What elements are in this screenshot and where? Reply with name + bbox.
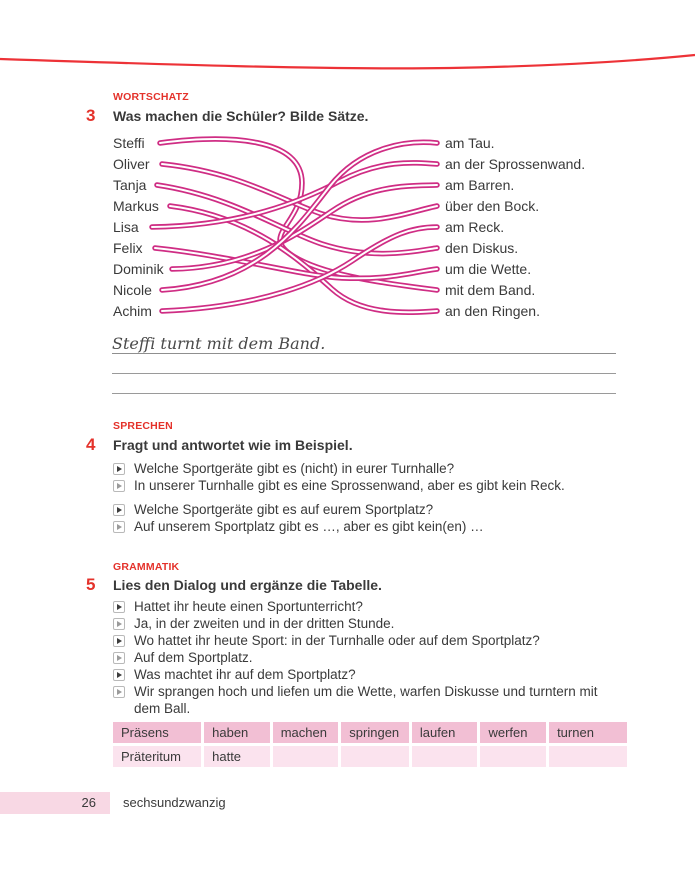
play-triangle-icon (117, 621, 122, 627)
play-triangle-icon (117, 466, 122, 472)
play-bullet-icon (113, 601, 125, 613)
match-line (162, 227, 437, 311)
table-cell: laufen (412, 722, 478, 743)
dialog-text: Was machtet ihr auf dem Sportplatz? (134, 667, 356, 682)
table-row (113, 746, 627, 767)
dialog-text: Welche Sportgeräte gibt es auf eurem Sportplatz? (134, 502, 434, 517)
table-cell (412, 746, 478, 767)
match-line (157, 185, 437, 254)
match-left-name: Lisa (113, 219, 139, 235)
writing-line (112, 354, 616, 374)
exercise5-number: 5 (86, 575, 96, 594)
example-answer-line: Steffi turnt mit dem Band. (112, 334, 616, 354)
match-line (155, 248, 437, 278)
exercise5-title: Lies den Dialog und ergänze die Tabelle. (113, 577, 382, 593)
play-bullet-icon (113, 686, 125, 698)
play-triangle-icon (117, 604, 122, 610)
match-line (162, 227, 437, 311)
play-triangle-icon (117, 483, 122, 489)
match-left-name: Markus (113, 198, 159, 214)
match-right-phrase: an den Ringen. (445, 303, 540, 319)
table-cell: Präsens (113, 722, 201, 743)
table-cell (273, 746, 339, 767)
match-line (170, 206, 437, 312)
exercise5-dialog (113, 598, 608, 717)
play-bullet-icon (113, 480, 125, 492)
dialog-row (113, 518, 633, 535)
match-left-name: Steffi (113, 135, 145, 151)
match-left-name: Dominik (113, 261, 164, 277)
match-line (172, 185, 437, 269)
dialog-row (113, 615, 608, 632)
dialog-row (113, 598, 608, 615)
match-line (162, 164, 437, 220)
table-cell: haben (204, 722, 270, 743)
dialog-text: Hattet ihr heute einen Sportunterricht? (134, 599, 363, 614)
dialog-row (113, 460, 633, 477)
play-triangle-icon (117, 638, 122, 644)
match-line (160, 139, 437, 290)
match-line (155, 248, 437, 278)
table-cell (480, 746, 546, 767)
dialog-text: Auf dem Sportplatz. (134, 650, 253, 665)
table-cell (549, 746, 627, 767)
conjugation-table (110, 719, 630, 770)
match-right-phrase: über den Bock. (445, 198, 540, 214)
dialog-row (113, 649, 608, 666)
dialog-row (113, 632, 608, 649)
table-cell: springen (341, 722, 409, 743)
play-bullet-icon (113, 618, 125, 630)
play-triangle-icon (117, 689, 122, 695)
match-right-phrase: am Barren. (445, 177, 515, 193)
match-line (152, 163, 437, 227)
dialog-text: In unserer Turnhalle gibt es eine Sprossenwand, aber es gibt kein Reck. (134, 478, 565, 493)
match-line (162, 142, 437, 290)
match-line (157, 185, 437, 254)
match-line (170, 206, 437, 312)
match-right-phrase: um die Wette. (445, 261, 532, 277)
match-right-phrase: mit dem Band. (445, 282, 536, 298)
dialog-text: Auf unserem Sportplatz gibt es …, aber es gibt kein(en) … (134, 519, 484, 534)
page-number-word: sechsundzwanzig (123, 795, 226, 810)
writing-lines (112, 354, 616, 394)
writing-line (112, 374, 616, 394)
dialog-row (113, 683, 608, 717)
dialog-row (113, 501, 633, 518)
play-bullet-icon (113, 669, 125, 681)
table-cell: werfen (480, 722, 546, 743)
match-right-phrase: am Reck. (445, 219, 505, 235)
exercise3-number: 3 (86, 106, 96, 125)
play-bullet-icon (113, 521, 125, 533)
section-label-grammatik: GRAMMATIK (113, 561, 180, 573)
play-bullet-icon (113, 463, 125, 475)
table-cell: turnen (549, 722, 627, 743)
exercise4-title: Fragt und antwortet wie im Beispiel. (113, 437, 353, 453)
top-red-curve (0, 55, 695, 68)
match-left-name: Tanja (113, 177, 147, 193)
match-line (172, 185, 437, 269)
match-left-name: Oliver (113, 156, 150, 172)
match-right-phrase: am Tau. (445, 135, 495, 151)
dialog-row (113, 666, 608, 683)
dialog-text: Wo hattet ihr heute Sport: in der Turnhalle oder auf dem Sportplatz? (134, 633, 540, 648)
matching-lines (152, 139, 437, 312)
exercise3-title: Was machen die Schüler? Bilde Sätze. (113, 108, 369, 124)
match-line (152, 163, 437, 227)
play-bullet-icon (113, 652, 125, 664)
play-triangle-icon (117, 507, 122, 513)
section-label-sprechen: SPRECHEN (113, 420, 173, 432)
play-bullet-icon (113, 504, 125, 516)
dialog-row (113, 477, 633, 494)
match-line (160, 139, 437, 290)
table-cell: hatte (204, 746, 270, 767)
match-left-name: Achim (113, 303, 152, 319)
dialog-text: Wir sprangen hoch und liefen um die Wette, warfen Diskusse und turntern mit dem Ball. (134, 684, 598, 716)
play-triangle-icon (117, 655, 122, 661)
match-left-name: Felix (113, 240, 143, 256)
match-line (162, 164, 437, 220)
play-triangle-icon (117, 524, 122, 530)
play-triangle-icon (117, 672, 122, 678)
page-number-bar: 26 (0, 792, 110, 814)
table-cell: Präteritum (113, 746, 201, 767)
names-column (113, 133, 164, 322)
dialog-text: Welche Sportgeräte gibt es (nicht) in eurer Turnhalle? (134, 461, 455, 476)
table-cell (341, 746, 409, 767)
match-right-phrase: den Diskus. (445, 240, 519, 256)
exercise4-number: 4 (86, 435, 96, 454)
match-right-phrase: an der Sprossenwand. (445, 156, 586, 172)
match-left-name: Nicole (113, 282, 152, 298)
dialog-text: Ja, in der zweiten und in der dritten Stunde. (134, 616, 395, 631)
section-label-wortschatz: WORTSCHATZ (113, 91, 189, 103)
table-row (113, 722, 627, 743)
table-cell: machen (273, 722, 339, 743)
play-bullet-icon (113, 635, 125, 647)
match-line (162, 142, 437, 290)
phrases-column (445, 133, 585, 322)
exercise4-dialog (113, 460, 633, 535)
